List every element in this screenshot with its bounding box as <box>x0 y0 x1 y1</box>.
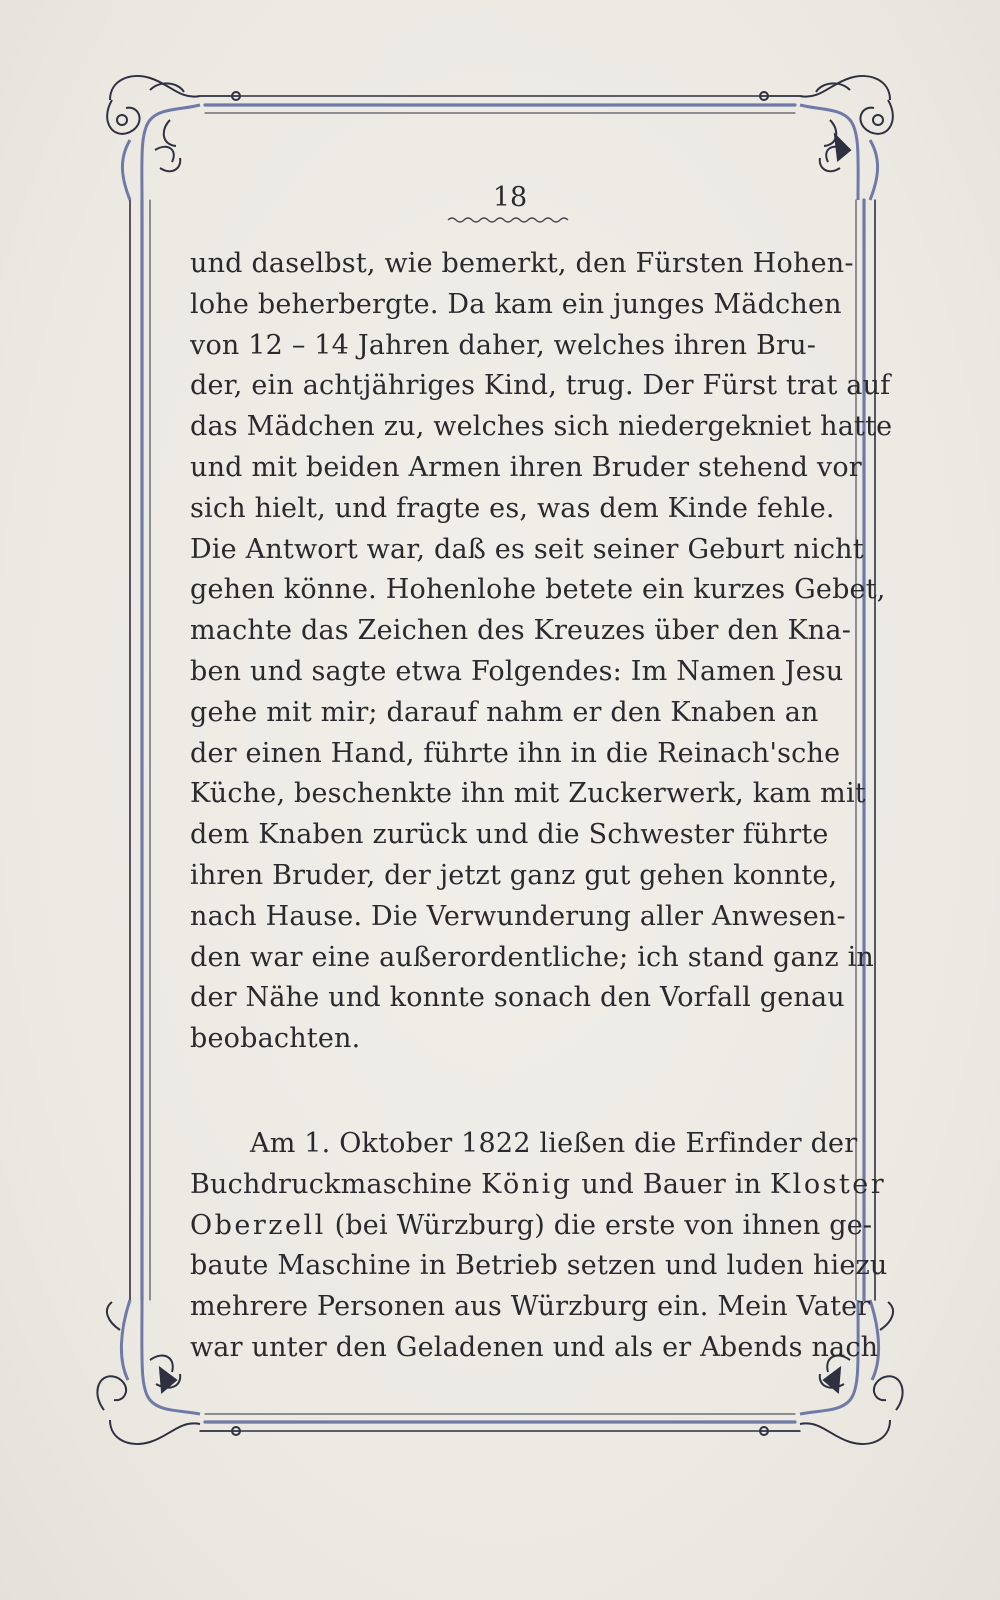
text-run: und Bauer in <box>572 1168 771 1200</box>
text-line: beobachten. <box>190 1023 361 1055</box>
text-line: und daselbst, wie bemerkt, den Fürsten Hohen- <box>190 248 854 279</box>
text-line: und mit beiden Armen ihren Bruder stehend vor <box>190 451 862 483</box>
text-line: gehe mit mir; darauf nahm er den Knaben an <box>190 696 819 728</box>
text-line: ihren Bruder, der jetzt ganz gut gehen konnte, <box>190 859 838 891</box>
text-line: der, ein achtjähriges Kind, trug. Der Fürst trat auf <box>190 370 891 402</box>
text-line <box>190 1206 873 1247</box>
text-line: der einen Hand, führte ihn in die Reinach'sche <box>190 737 841 769</box>
text-line: mehrere Personen aus Würzburg ein. Mein Vater <box>190 1291 871 1323</box>
text-run: Am 1. Oktober 1822 ließen die Erfinder der <box>250 1127 858 1159</box>
text-line: sich hielt, und fragte es, was dem Kinde fehle. <box>190 492 835 524</box>
text-line: war unter den Geladenen und als er Abends nach <box>190 1331 879 1363</box>
text-line: das Mädchen zu, welches sich niedergekniet hatte <box>190 411 893 443</box>
paragraph-gap <box>190 1060 815 1124</box>
text-run: (bei Würzburg) die erste von ihnen ge- <box>325 1209 873 1241</box>
text-line: Die Antwort war, daß es seit seiner Geburt nicht <box>190 533 864 565</box>
text-line: dem Knaben zurück und die Schwester führte <box>190 819 829 851</box>
page-number: 18 <box>492 182 528 213</box>
text-line <box>190 1165 887 1206</box>
text-line: Küche, beschenkte ihn mit Zuckerwerk, kam mit <box>190 778 866 810</box>
corner-ornament-top-left <box>107 76 240 200</box>
corner-ornament-top-right <box>760 76 893 200</box>
text-line <box>190 1124 858 1165</box>
text-line: lohe beherbergte. Da kam ein junges Mädchen <box>190 288 842 320</box>
spaced-name-koenig: König <box>481 1168 573 1200</box>
text-line: nach Hause. Die Verwunderung aller Anwesen- <box>190 900 846 932</box>
text-run: Buchdruckmaschine <box>190 1168 482 1200</box>
body-text <box>190 244 893 1369</box>
text-line: machte das Zeichen des Kreuzes über den Kna- <box>190 615 852 647</box>
text-line: den war eine außerordentliche; ich stand ganz in <box>190 941 874 973</box>
spaced-name-oberzell: Oberzell <box>190 1209 326 1241</box>
page-number-wavy-rule <box>448 216 572 224</box>
spaced-name-kloster: Kloster <box>770 1168 887 1200</box>
paragraph-2 <box>190 1124 888 1369</box>
text-line: von 12 – 14 Jahren daher, welches ihren Bru- <box>190 329 817 361</box>
text-line: gehen könne. Hohenlohe betete ein kurzes Gebet, <box>190 574 886 606</box>
text-line: ben und sagte etwa Folgendes: Im Namen Jesu <box>190 655 844 687</box>
text-line: der Nähe und konnte sonach den Vorfall genau <box>190 982 845 1014</box>
paragraph-1 <box>190 244 893 1060</box>
text-line: baute Maschine in Betrieb setzen und luden hiezu <box>190 1250 888 1282</box>
